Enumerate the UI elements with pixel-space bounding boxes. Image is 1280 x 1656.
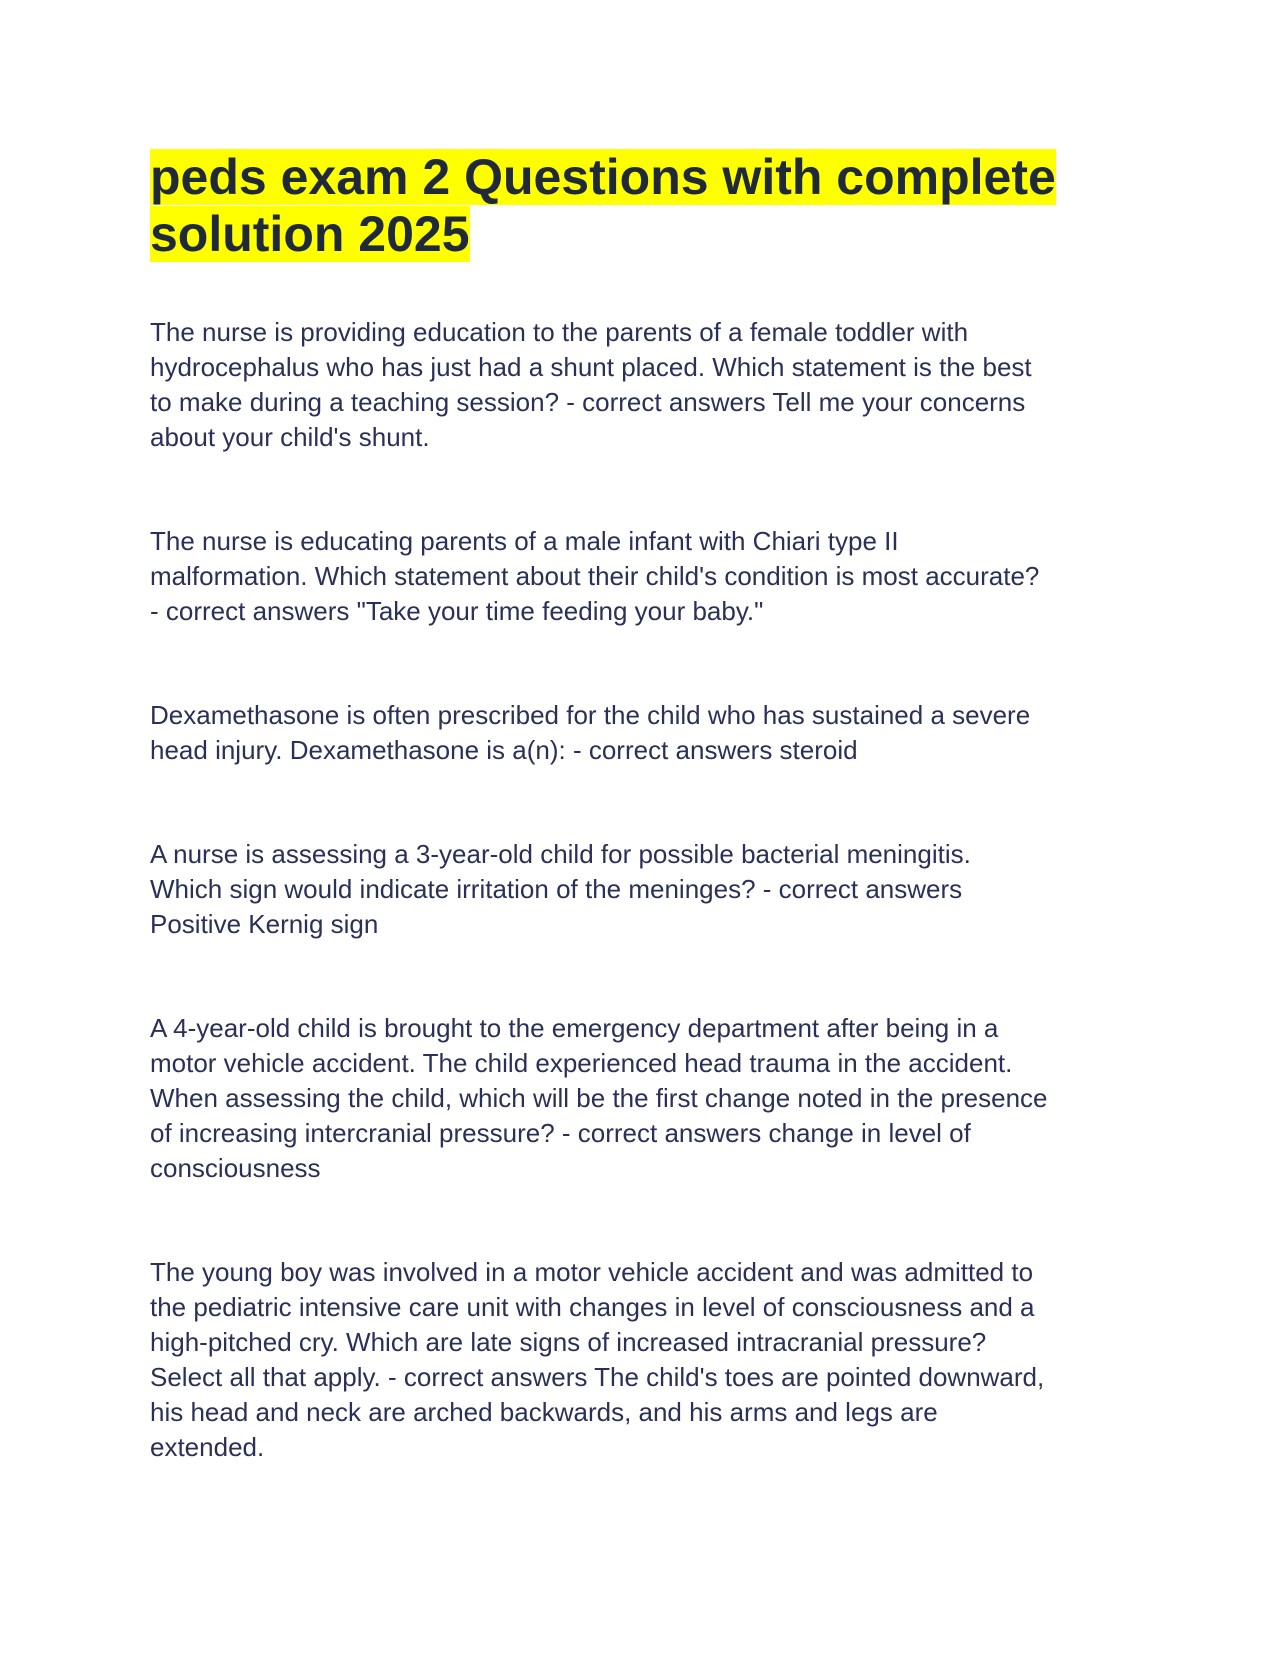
qa-item-6: The young boy was involved in a motor vehicle accident and was admitted to the pediatric intensive care unit with changes in level of consciousness and a high-pitched cry. Which are late signs of increased intracranial pressure? Select all that apply. - correct answers The child's toes are pointed downward, his head and neck are arched backwards, and his arms and legs are extended.	[150, 1257, 1045, 1462]
document-title	[150, 149, 1140, 263]
qa-item-2: The nurse is educating parents of a male infant with Chiari type II malformation. Which statement about their child's condition is most accurate? - correct answers "Take your time feeding your baby."	[150, 526, 1040, 626]
qa-item-3: Dexamethasone is often prescribed for the child who has sustained a severe head injury. Dexamethasone is a(n): - correct answers steroid	[150, 700, 1031, 765]
qa-item-1: The nurse is providing education to the parents of a female toddler with hydrocephalus who has just had a shunt placed. Which statement is the best to make during a teaching session? - correct answers Tell me your concerns about your child's shunt.	[150, 317, 1032, 452]
title-line-1: peds exam 2 Questions with complete	[150, 149, 1056, 205]
qa-item-4: A nurse is assessing a 3-year-old child for possible bacterial meningitis. Which sign would indicate irritation of the meninges? - correct answers Positive Kernig sign	[150, 839, 971, 939]
title-line-2: solution 2025	[150, 206, 470, 262]
qa-item-5: A 4-year-old child is brought to the emergency department after being in a motor vehicle accident. The child experienced head trauma in the accident. When assessing the child, which will be the first change noted in the presence of increasing intercranial pressure? - correct answers change in level of consciousness	[150, 1013, 1048, 1183]
question-answer-list	[150, 315, 1150, 1465]
